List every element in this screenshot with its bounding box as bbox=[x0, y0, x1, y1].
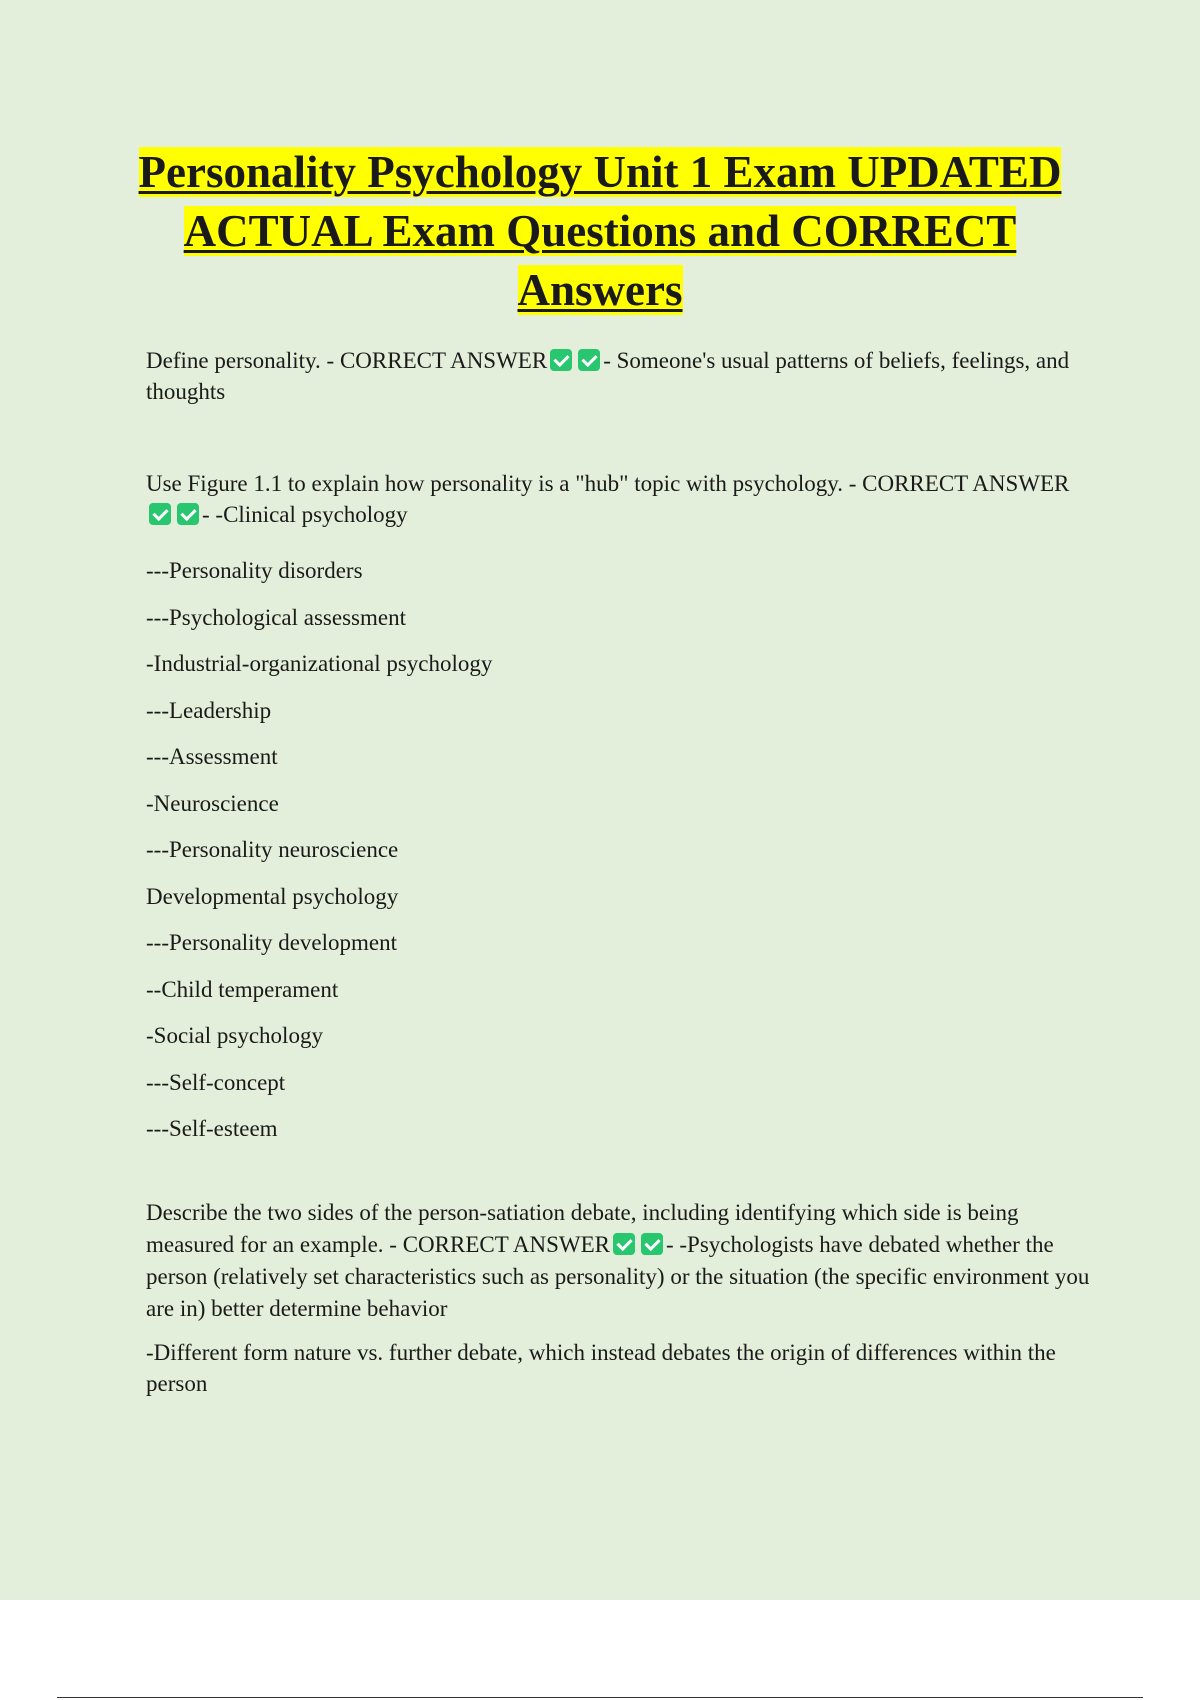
question-text: Describe the two sides of the person-satiation debate, including identifying which side is being measured for an example. - bbox=[146, 1200, 1019, 1257]
answer-marker: CORRECT ANSWER bbox=[339, 348, 548, 373]
list-item: ---Self-concept bbox=[146, 1069, 286, 1095]
list-item: -Industrial-organizational psychology bbox=[146, 651, 493, 676]
answer-list bbox=[146, 548, 1090, 1153]
list-item: ---Self-esteem bbox=[146, 1116, 278, 1141]
list-item: --Child temperament bbox=[146, 976, 339, 1002]
answer-text: - Someone's usual patterns of beliefs, feelings, and thoughts bbox=[146, 348, 1070, 404]
question-text: Use Figure 1.1 to explain how personality is a "hub" topic with psychology. - bbox=[146, 471, 863, 496]
question-1 bbox=[146, 345, 1090, 407]
check-mark-icon bbox=[613, 1233, 635, 1255]
check-mark-icon bbox=[149, 503, 171, 525]
list-item: -Neuroscience bbox=[146, 790, 279, 816]
answer-continuation: -Different form nature vs. further debate, which instead debates the origin of differences within the person bbox=[146, 1340, 1056, 1396]
question-3 bbox=[146, 1197, 1090, 1325]
answer-marker: CORRECT ANSWER bbox=[402, 1232, 610, 1257]
list-item: ---Personality neuroscience bbox=[146, 837, 399, 862]
list-item: ---Personality disorders bbox=[146, 558, 363, 583]
check-mark-icon bbox=[550, 349, 572, 371]
question-text: Define personality. - bbox=[146, 348, 340, 373]
check-mark-icon bbox=[578, 349, 600, 371]
list-item: Developmental psychology bbox=[146, 883, 399, 909]
check-mark-icon bbox=[177, 503, 199, 525]
answer-marker: CORRECT ANSWER bbox=[862, 471, 1070, 496]
footer-divider bbox=[57, 1697, 1143, 1698]
answer-text: - -Psychologists have debated whether the person (relatively set characteristics such as personality) or the situation (the specific environment you are in) better determine behavior bbox=[146, 1232, 1090, 1321]
document-title: Personality Psychology Unit 1 Exam UPDATED ACTUAL Exam Questions and CORRECT Answers bbox=[138, 147, 1062, 315]
list-item: ---Personality development bbox=[146, 930, 398, 955]
question-2 bbox=[146, 468, 1090, 530]
list-item: ---Assessment bbox=[146, 744, 278, 769]
list-item: ---Leadership bbox=[146, 697, 272, 723]
check-mark-icon bbox=[641, 1233, 663, 1255]
answer-text: - -Clinical psychology bbox=[202, 502, 408, 527]
list-item: ---Psychological assessment bbox=[146, 604, 406, 630]
list-item: -Social psychology bbox=[146, 1023, 323, 1048]
